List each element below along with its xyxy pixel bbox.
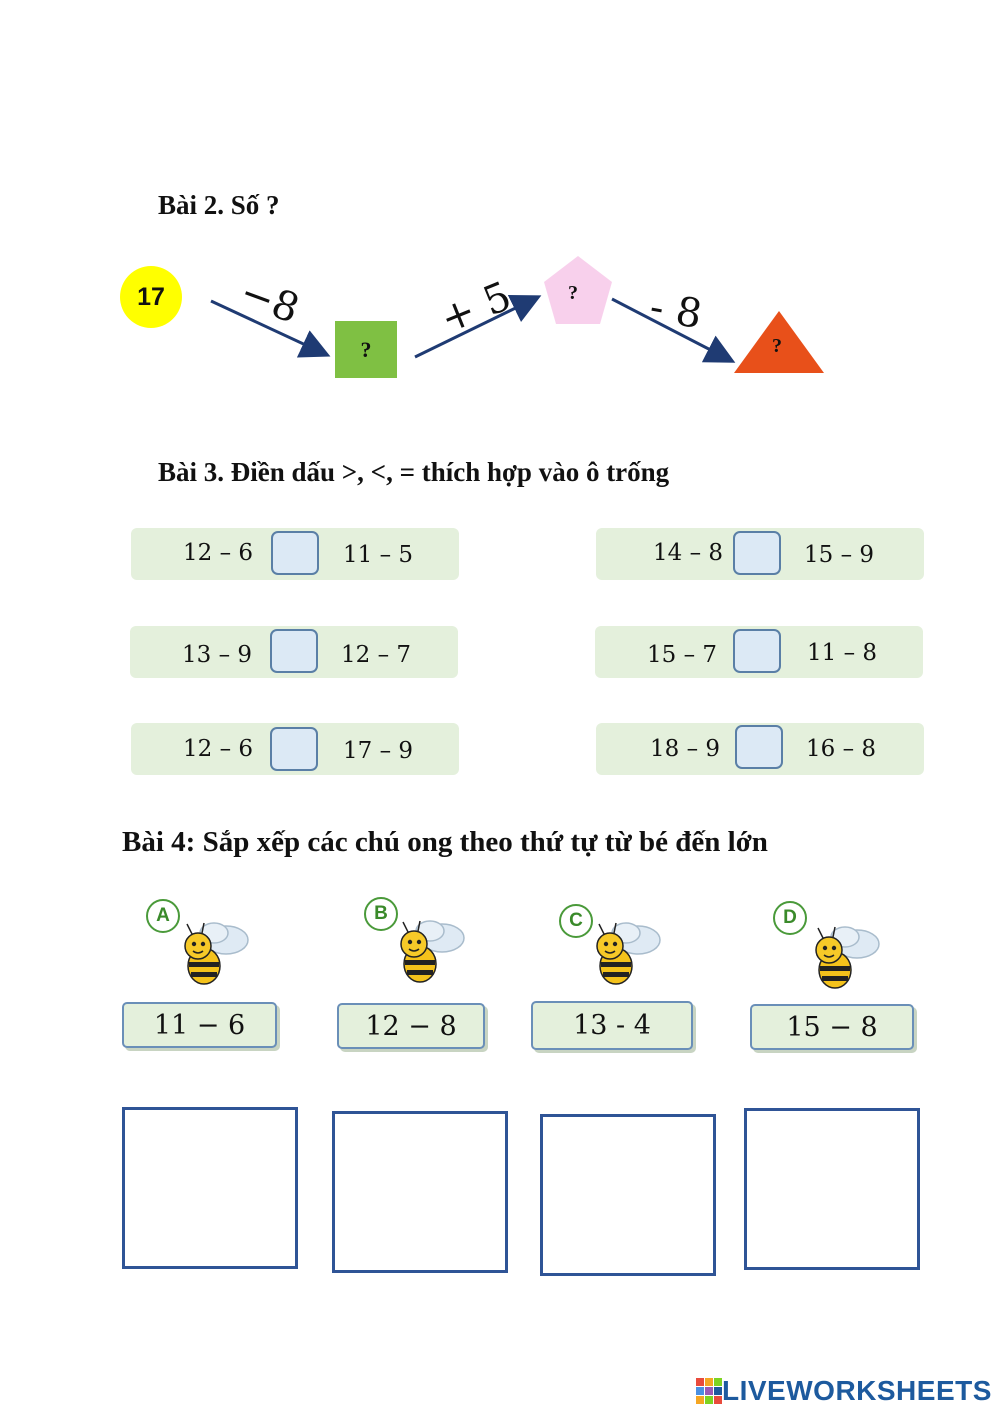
bee-icon (390, 916, 470, 988)
compare-right-expr: 11 – 8 (807, 640, 878, 666)
compare-right-expr: 17 – 9 (343, 738, 414, 764)
compare-right-expr: 11 – 5 (343, 542, 414, 568)
sign-input-box[interactable] (735, 725, 783, 769)
compare-left-expr: 15 – 7 (647, 642, 718, 668)
answer-drop-box[interactable] (332, 1111, 508, 1273)
compare-left-expr: 14 – 8 (653, 540, 724, 566)
compare-right-expr: 12 – 7 (341, 642, 412, 668)
compare-right-expr: 15 – 9 (804, 542, 875, 568)
bee-letter-badge: D (773, 901, 807, 935)
bee-expression-card[interactable]: 12 − 8 (337, 1003, 485, 1049)
bee-expression-card[interactable]: 15 − 8 (750, 1004, 914, 1050)
compare-left-expr: 18 – 9 (650, 736, 721, 762)
bee-expression-card[interactable]: 11 − 6 (122, 1002, 277, 1048)
bai4-heading-prefix: Bài 4: (122, 826, 196, 858)
bai3-heading: Bài 3. Điền dấu >, <, = thích hợp vào ô trống (158, 457, 670, 487)
sign-input-box[interactable] (733, 629, 781, 673)
bee-letter-badge: C (559, 904, 593, 938)
liveworksheets-logo-text: LIVEWORKSHEETS (722, 1375, 992, 1406)
answer-drop-box[interactable] (540, 1114, 716, 1276)
compare-right-expr: 16 – 8 (806, 736, 877, 762)
answer-triangle[interactable]: ? (772, 335, 782, 357)
sign-input-box[interactable] (271, 531, 319, 575)
op-plus-5: + 5 (433, 273, 518, 343)
bee-icon (174, 918, 254, 990)
op-minus-8-second: - 8 (646, 283, 706, 339)
bee-letter-badge: B (364, 897, 398, 931)
bai4-heading (122, 826, 768, 859)
bee-icon (805, 922, 885, 994)
sign-input-box[interactable] (270, 727, 318, 771)
start-number-circle: 17 (120, 266, 182, 328)
compare-left-expr: 13 – 9 (182, 642, 253, 668)
answer-drop-box[interactable] (122, 1107, 298, 1269)
liveworksheets-logo-icon (696, 1378, 722, 1404)
answer-square[interactable]: ? (335, 321, 397, 378)
bee-icon (586, 918, 666, 990)
answer-pentagon[interactable]: ? (568, 282, 578, 304)
pentagon-shape (544, 256, 612, 324)
compare-left-expr: 12 – 6 (183, 540, 254, 566)
op-minus-8-first: −8 (233, 269, 306, 333)
bee-expression-card[interactable]: 13 - 4 (531, 1001, 693, 1050)
answer-drop-box[interactable] (744, 1108, 920, 1270)
bee-letter-badge: A (146, 899, 180, 933)
bai4-heading-text: Sắp xếp các chú ong theo thứ tự từ bé đến lớn (202, 826, 768, 858)
sign-input-box[interactable] (270, 629, 318, 673)
arrow-layer (0, 0, 1000, 420)
compare-left-expr: 12 – 6 (183, 736, 254, 762)
liveworksheets-logo (696, 1375, 992, 1407)
sign-input-box[interactable] (733, 531, 781, 575)
bai2-heading: Bài 2. Số ? (158, 190, 280, 220)
